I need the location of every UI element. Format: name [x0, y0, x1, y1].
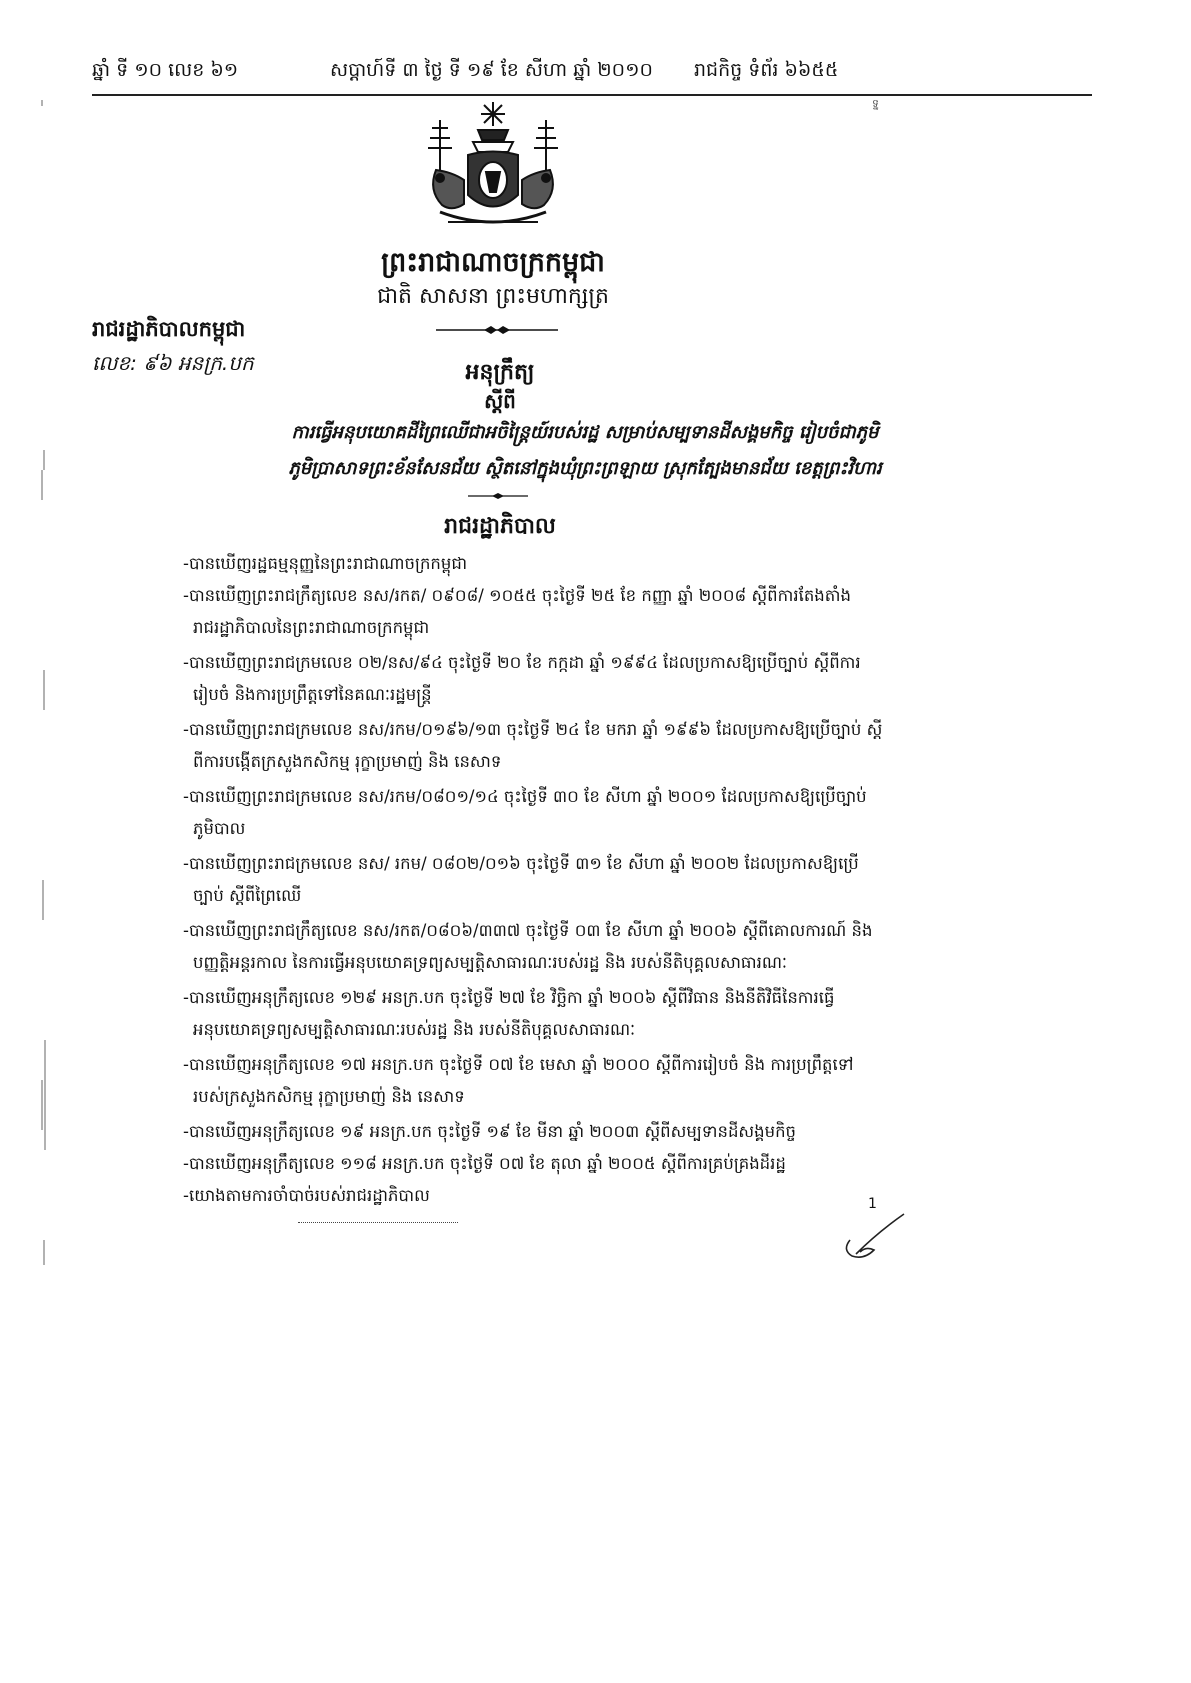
clause: [183, 647, 893, 711]
enacting-authority: រាជរដ្ឋាភិបាល: [444, 514, 556, 539]
dotted-rule: [298, 1222, 458, 1223]
kingdom-title: ព្រះរាជាណាចក្រកម្ពុជា: [381, 247, 605, 278]
clause-line: -បានឃើញអនុក្រឹត្យលេខ ១២៩ អនក្រ.បក ចុះថ្ងៃទី ២៧ ខែ វិច្ឆិកា ឆ្នាំ ២០០៦ ស្តីពីវិធាន និងនីតិវិធីនៃការធ្វើ: [183, 988, 835, 1007]
gazette-page: រាជកិច្ច ទំព័រ ៦៦៥៥: [694, 59, 839, 81]
clause: [183, 548, 893, 580]
clause-line-continued: ពីការបង្កើតក្រសួងកសិកម្ម រុក្ខាប្រមាញ់ និង នេសាទ: [193, 752, 502, 771]
clause: [183, 781, 893, 845]
clause: [183, 1180, 893, 1212]
clause: [183, 714, 893, 778]
scan-margin-marks: [34, 90, 54, 1290]
clause: [183, 1116, 893, 1148]
clause-line-continued: ភូមិបាល: [193, 819, 246, 838]
clause-line: -បានឃើញព្រះរាជក្រមលេខ នស/ រកម/ ០៨០២/០១៦ ចុះថ្ងៃទី ៣១ ខែ សីហា ឆ្នាំ ២០០២ ដែលប្រកាសឱ្យប្រើ: [183, 854, 859, 873]
clause-line: -បានឃើញអនុក្រឹត្យលេខ ១៩ អនក្រ.បក ចុះថ្ងៃទី ១៩ ខែ មីនា ឆ្នាំ ២០០៣ ស្តីពីសម្បទានដីសង្គមកិច្ច: [183, 1122, 797, 1141]
clause: [183, 1049, 893, 1113]
clause: [183, 982, 893, 1046]
gazette-date: សប្តាហ៍ទី ៣ ថ្ងៃ ទី ១៩ ខែ សីហា ឆ្នាំ ២០១០: [330, 59, 653, 81]
gazette-issue: ឆ្នាំ ទី ១០ លេខ ៦១: [92, 59, 239, 81]
clause-line: -បានឃើញព្រះរាជក្រមលេខ នស/រកម/០១៩៦/១៣ ចុះថ្ងៃទី ២៤ ខែ មករា ឆ្នាំ ១៩៩៦ ដែលប្រកាសឱ្យប្រើច្បាប់ ស្តី: [183, 720, 883, 739]
clause-line-continued: ច្បាប់ ស្តីពីព្រៃឈើ: [193, 886, 302, 905]
subject-line-2: ភូមិប្រាសាទព្រះខ័នសែនជ័យ ស្ថិតនៅក្នុងឃុំព្រះព្រឡាយ ស្រុកត្បែងមានជ័យ ខេត្តព្រះវិហារ: [288, 458, 882, 479]
clause-line: -បានឃើញរដ្ឋធម្មនុញ្ញនៃព្រះរាជាណាចក្រកម្ពុជា: [183, 554, 468, 573]
clause: [183, 915, 893, 979]
clause-line-continued: រៀបចំ និងការប្រព្រឹត្តទៅនៃគណៈរដ្ឋមន្ត្រី: [193, 685, 432, 704]
clause-line-continued: បញ្ញត្តិអន្តរកាល នៃការធ្វើអនុបយោគទ្រព្យសម្បត្តិសាធារណៈរបស់រដ្ឋ និង របស់នីតិបុគ្គលសាធារណៈ: [193, 953, 788, 972]
clause: [183, 580, 893, 644]
clause-line: -បានឃើញព្រះរាជក្រមលេខ ០២/នស/៩៤ ចុះថ្ងៃទី ២០ ខែ កក្កដា ឆ្នាំ ១៩៩៤ ដែលប្រកាសឱ្យប្រើច្បាប់ ស្តីពីការ: [183, 653, 861, 672]
clause-line: -បានឃើញព្រះរាជក្រឹត្យលេខ នស/រកត/០៨០៦/៣៣៧ ចុះថ្ងៃទី ០៣ ខែ សីហា ឆ្នាំ ២០០៦ ស្តីពីគោលការណ៍ និង: [183, 921, 873, 940]
corner-mark: ទ្ន: [872, 97, 879, 110]
clause-line: -បានឃើញព្រះរាជក្រឹត្យលេខ នស/រកត/ ០៩០៨/ ១០៥៥ ចុះថ្ងៃទី ២៥ ខែ កញ្ញា ឆ្នាំ ២០០៨ ស្តីពីការតែងតាំង: [183, 586, 851, 605]
clause: [183, 848, 893, 912]
clause-line-continued: របស់ក្រសួងកសិកម្ម រុក្ខាប្រមាញ់ និង នេសាទ: [193, 1087, 465, 1106]
clause-line: -បានឃើញព្រះរាជក្រមលេខ នស/រកម/០៨០១/១៤ ចុះថ្ងៃទី ៣០ ខែ សីហា ឆ្នាំ ២០០១ ដែលប្រកាសឱ្យប្រើច្បាប់: [183, 787, 867, 806]
document-type: អនុក្រឹត្យ: [465, 360, 535, 385]
reference-number: លេខ: ៩៦ អនក្រ.បក: [92, 351, 254, 375]
clause-line: -យោងតាមការចាំបាច់របស់រាជរដ្ឋាភិបាល: [183, 1186, 430, 1205]
initials-signature-icon: [838, 1210, 908, 1260]
clause-line: -បានឃើញអនុក្រឹត្យលេខ ១៧ អនក្រ.បក ចុះថ្ងៃទី ០៧ ខែ មេសា ឆ្នាំ ២០០០ ស្តីពីការរៀបចំ និង ការប្រព្រឹត្តទៅ: [183, 1055, 854, 1074]
national-motto: ជាតិ សាសនា ព្រះមហាក្សត្រ: [377, 284, 609, 309]
clause-line: -បានឃើញអនុក្រឹត្យលេខ ១១៨ អនក្រ.បក ចុះថ្ងៃទី ០៧ ខែ តុលា ឆ្នាំ ២០០៥ ស្តីពីការគ្រប់គ្រងដីរដ្ឋ: [183, 1154, 786, 1173]
clause-line-continued: រាជរដ្ឋាភិបាលនៃព្រះរាជាណាចក្រកម្ពុជា: [193, 618, 430, 637]
clause: [183, 1148, 893, 1180]
subject-line-1: ការធ្វើអនុបយោគដីព្រៃឈើជាអចិន្ត្រៃយ៍របស់រដ្ឋ សម្រាប់សម្បទានដីសង្គមកិច្ច រៀបចំជាភូមិ: [291, 422, 879, 443]
issuing-authority: រាជរដ្ឋាភិបាលកម្ពុជា: [92, 317, 246, 341]
subject-label: ស្តីពី: [484, 389, 516, 413]
clause-line-continued: អនុបយោគទ្រព្យសម្បត្តិសាធារណៈរបស់រដ្ឋ និង របស់នីតិបុគ្គលសាធារណៈ: [193, 1020, 636, 1039]
page-number: 1: [868, 1196, 877, 1212]
